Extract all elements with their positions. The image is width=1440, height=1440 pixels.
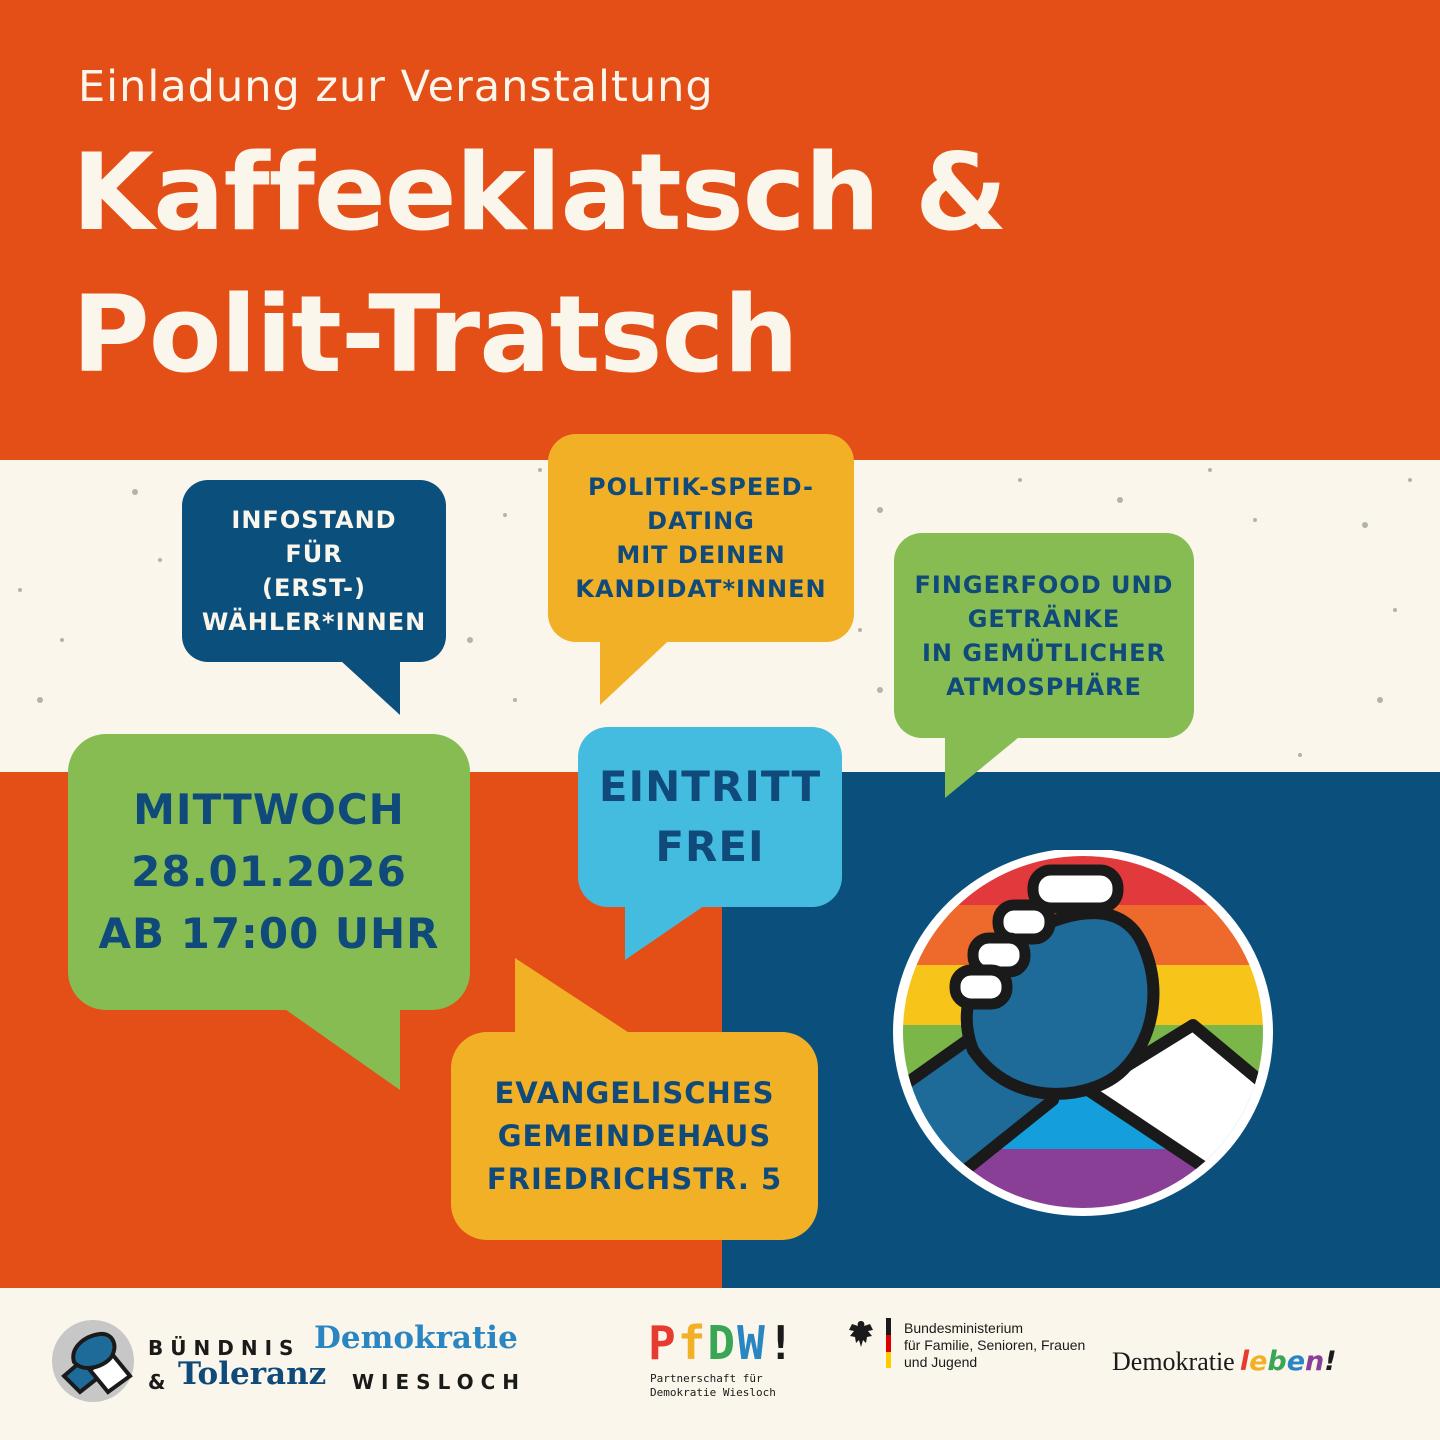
pfdw-caption-1: Partnerschaft für	[650, 1372, 763, 1385]
amp-word: &	[148, 1370, 166, 1394]
logo-letter: b	[1267, 1346, 1287, 1377]
pfdw-logo-text	[648, 1316, 797, 1370]
location-line: EVANGELISCHES	[494, 1075, 775, 1110]
demokratie-word: Demokratie	[314, 1320, 518, 1356]
logo-letter: W	[737, 1316, 767, 1370]
logo-letter: D	[707, 1316, 738, 1370]
fingerfood-line: IN GEMÜTLICHER	[921, 638, 1166, 667]
event-subtitle: Einladung zur Veranstaltung	[78, 62, 714, 112]
infostand-line: WÄHLER*INNEN	[201, 608, 427, 636]
logo-letter: !	[766, 1316, 797, 1370]
bundesadler-icon	[846, 1318, 876, 1350]
speeddating-line: MIT DEINEN	[616, 541, 786, 569]
logo-letter: l	[1239, 1346, 1250, 1377]
entry-bubble	[578, 727, 842, 907]
pfdw-logo	[648, 1316, 797, 1370]
fingerfood-line: GETRÄNKE	[967, 604, 1121, 633]
location-bubble	[451, 1032, 818, 1240]
location-line: FRIEDRICHSTR. 5	[486, 1161, 783, 1196]
fingerfood-line: ATMOSPHÄRE	[946, 672, 1142, 701]
demokratie-leben-word: Demokratie	[1112, 1347, 1235, 1376]
date-day: 28.01.2026	[131, 847, 407, 896]
german-flag-stripe	[886, 1318, 891, 1368]
date-time: AB 17:00 UHR	[98, 909, 440, 958]
infostand-bubble	[182, 480, 446, 662]
demokratie-leben-logo	[1112, 1346, 1337, 1377]
handshake-small-icon	[50, 1318, 136, 1404]
pfdw-caption-2: Demokratie Wiesloch	[650, 1386, 776, 1399]
leben-word	[1240, 1346, 1337, 1377]
handshake-icon	[893, 850, 1279, 1222]
wiesloch-word: WIESLOCH	[352, 1370, 527, 1394]
toleranz-word: Toleranz	[178, 1356, 327, 1392]
speeddating-bubble	[548, 434, 854, 642]
logo-letter: f	[677, 1316, 708, 1370]
fingerfood-bubble	[894, 533, 1194, 738]
entry-line: FREI	[655, 822, 765, 871]
speeddating-line: KANDIDAT*INNEN	[575, 575, 827, 603]
event-title-line-1: Kaffeeklatsch &	[72, 131, 1007, 254]
logo-letter: e	[1286, 1346, 1306, 1377]
ministry-line-3: und Jugend	[904, 1354, 978, 1370]
infostand-line: INFOSTAND	[231, 506, 397, 534]
date-weekday: MITTWOCH	[133, 785, 405, 834]
ministry-line-1: Bundesministerium	[904, 1320, 1024, 1336]
entry-line: EINTRITT	[598, 762, 822, 811]
logo-letter: !	[1324, 1346, 1337, 1377]
date-bubble	[68, 734, 470, 1010]
speeddating-line: DATING	[647, 507, 755, 535]
infostand-line: (ERST-)	[262, 574, 366, 602]
logo-letter: e	[1249, 1346, 1268, 1377]
fingerfood-line: FINGERFOOD UND	[914, 570, 1174, 599]
ministry-line-2: für Familie, Senioren, Frauen	[904, 1337, 1086, 1353]
buendnis-word: BÜNDNIS	[148, 1336, 301, 1360]
event-title-line-2: Polit-Tratsch	[72, 273, 798, 396]
location-line: GEMEINDEHAUS	[497, 1118, 772, 1153]
speeddating-line: POLITIK-SPEED-	[588, 473, 814, 501]
infostand-line: FÜR	[285, 540, 343, 568]
logo-letter: n	[1305, 1346, 1325, 1377]
logo-letter: P	[648, 1316, 678, 1370]
